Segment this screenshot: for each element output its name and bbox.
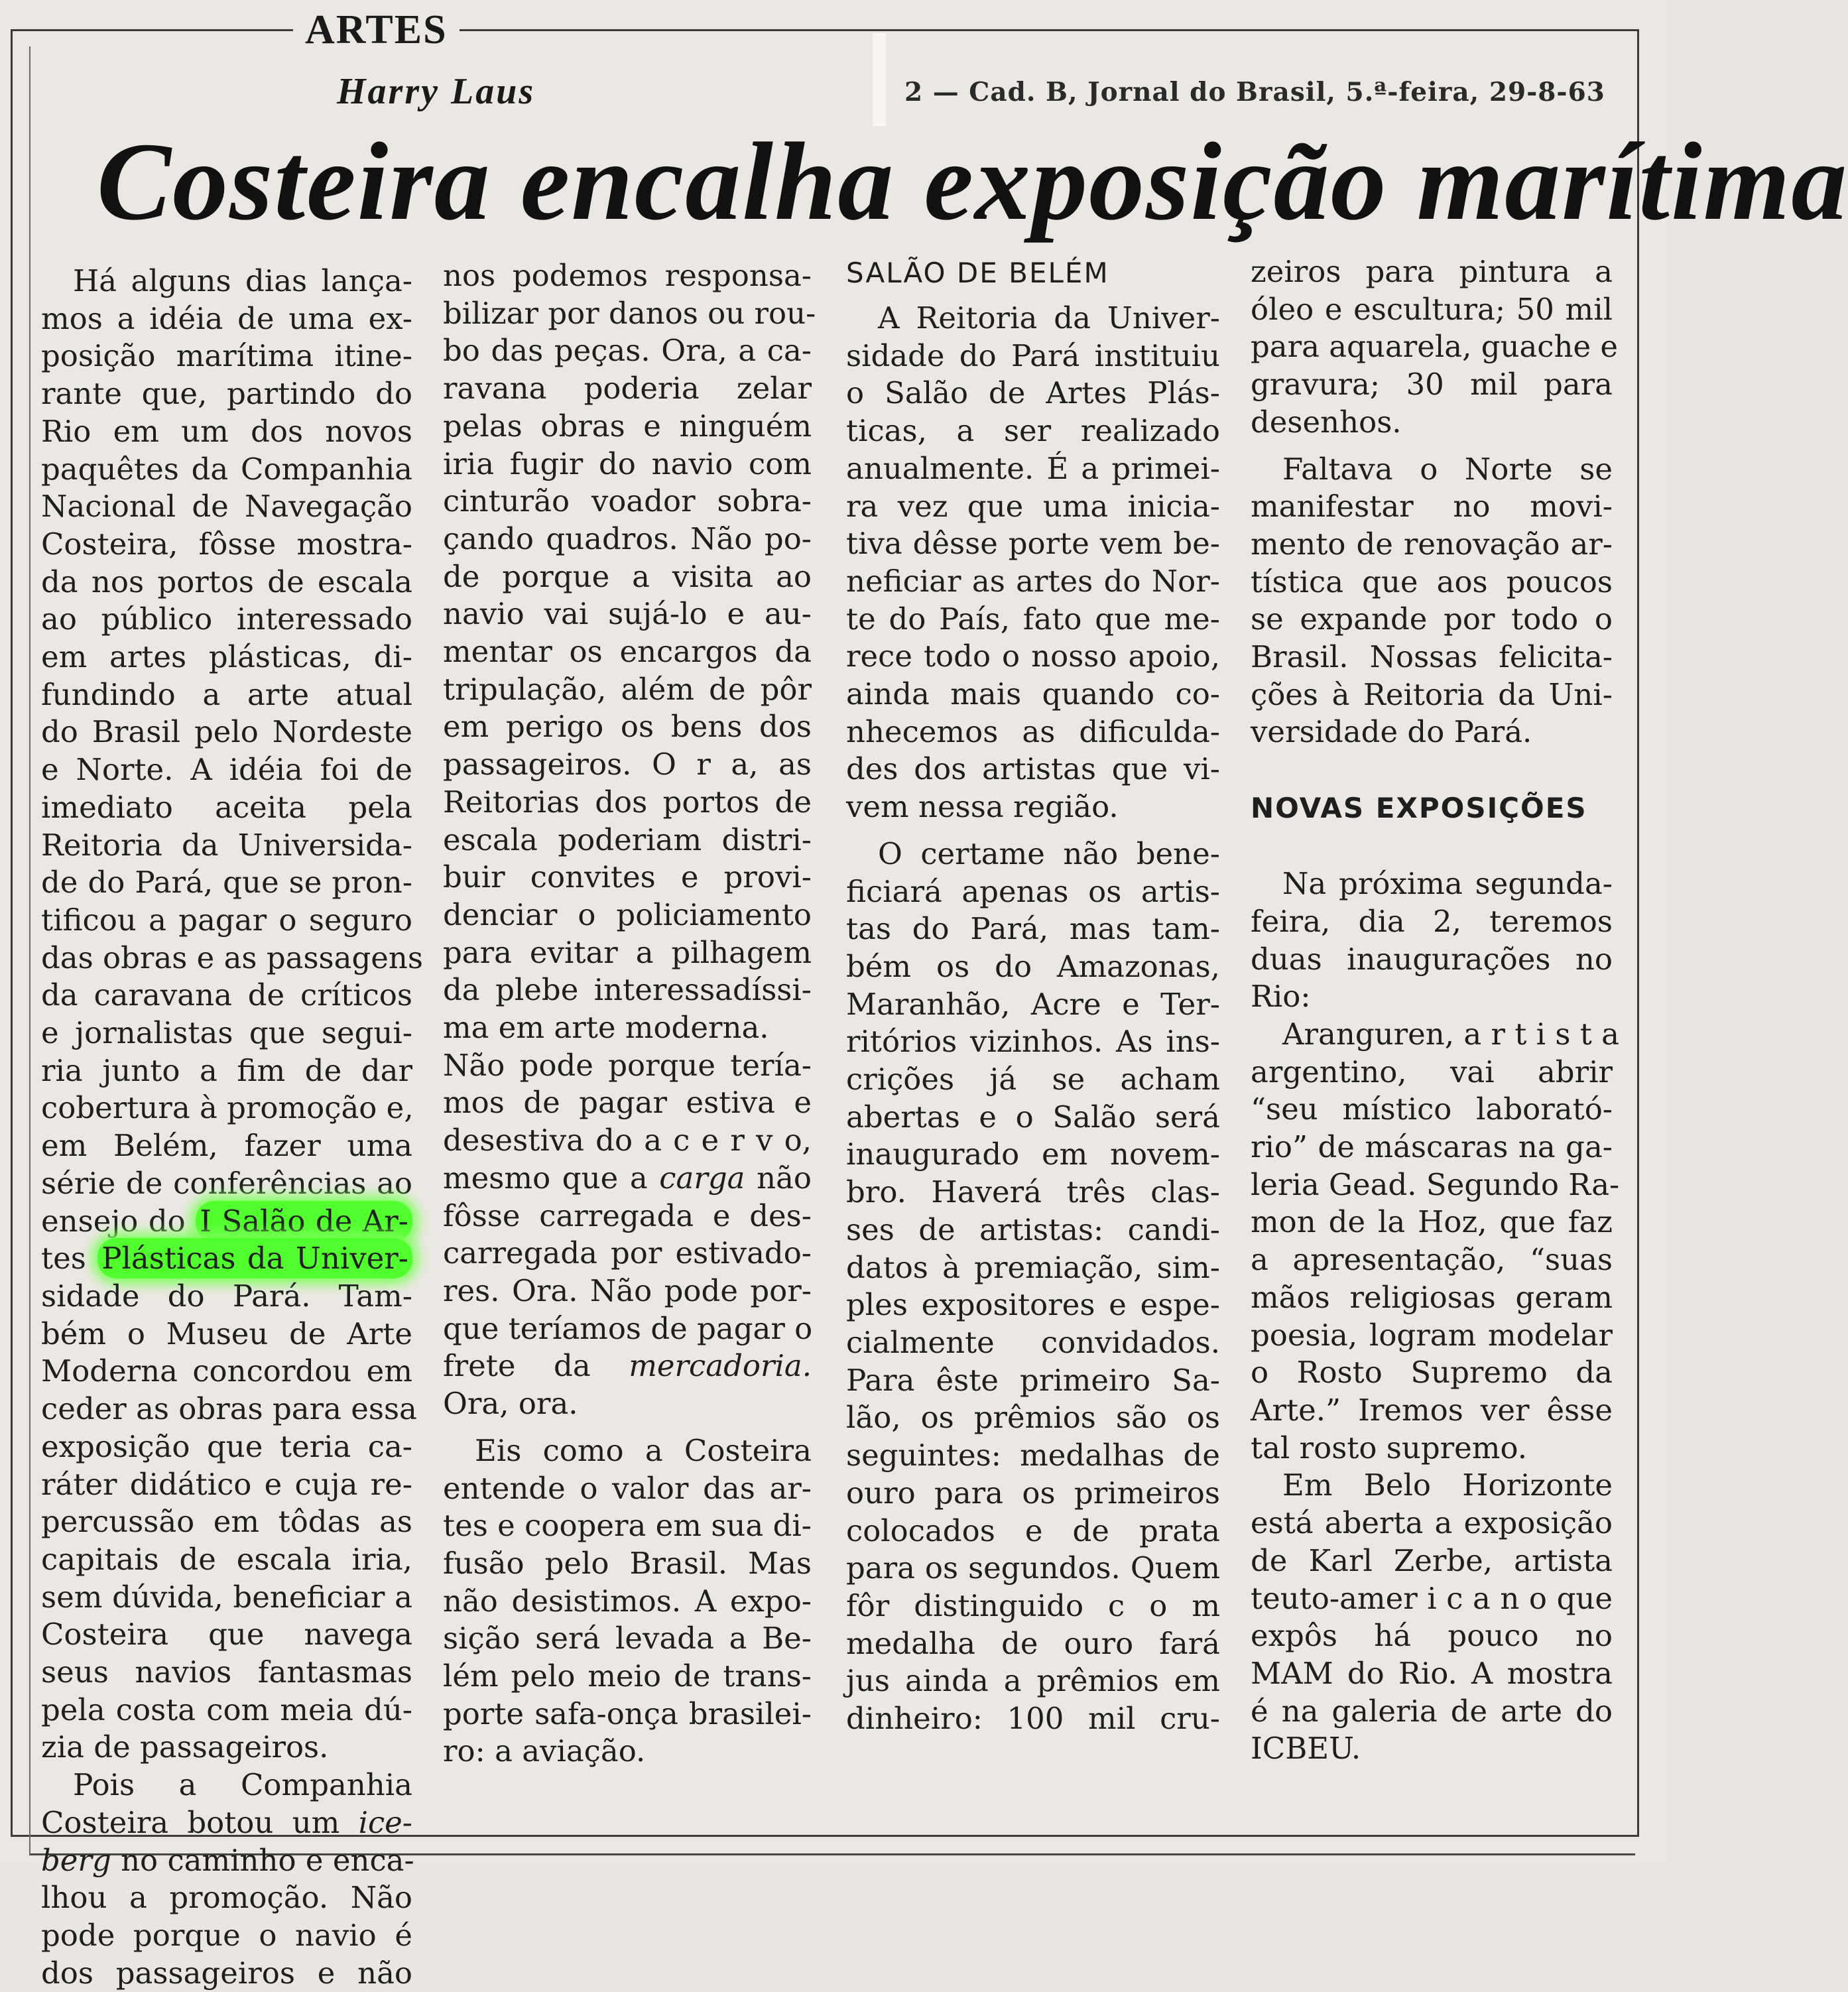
text-line: ainda mais quando co- bbox=[846, 676, 1220, 712]
text-line: dinheiro: 100 mil cru- bbox=[846, 1701, 1220, 1737]
article-column-3 bbox=[846, 253, 1220, 1738]
text-line: tal rosto supremo. bbox=[1251, 1430, 1528, 1465]
text-line: neficiar as artes do Nor- bbox=[846, 563, 1220, 599]
subheading-salao-de-belem: SALÃO DE BELÉM bbox=[846, 257, 1109, 289]
text-run: ensejo do bbox=[41, 1203, 186, 1239]
text-line: mãos religiosas geram bbox=[1251, 1279, 1613, 1315]
text-line: tas do Pará, mas tam- bbox=[846, 911, 1220, 947]
text-line: feira, dia 2, teremos bbox=[1251, 903, 1613, 939]
text-line: ficiará apenas os artis- bbox=[846, 873, 1220, 909]
text-line: ICBEU. bbox=[1251, 1731, 1361, 1767]
text-line: sidade do Pará instituiu bbox=[846, 338, 1220, 373]
text-line: carregada por estivado- bbox=[443, 1235, 812, 1271]
text-line: crições já se acham bbox=[846, 1062, 1220, 1097]
text-line: para evitar a pilhagem bbox=[443, 934, 812, 970]
text-line: Faltava o Norte se bbox=[1282, 451, 1613, 487]
text-line: bro. Haverá três clas- bbox=[846, 1174, 1220, 1210]
text-line: porte safa-onça brasilei- bbox=[443, 1696, 812, 1731]
text-line: lém pelo meio de trans- bbox=[443, 1658, 812, 1694]
text-line: Nacional de Navegação bbox=[41, 489, 412, 525]
text-line: buir convites e provi- bbox=[443, 859, 812, 895]
text-line: Moderna concordou em bbox=[41, 1353, 412, 1389]
text-line: argentino, vai abrir bbox=[1251, 1054, 1613, 1089]
text-line: expôs há pouco no bbox=[1251, 1618, 1613, 1654]
text-line: para aquarela, guache e bbox=[1251, 329, 1619, 365]
article-column-4 bbox=[1251, 253, 1620, 1768]
text-line: cialmente convidados. bbox=[846, 1324, 1220, 1360]
text-line: ria junto a fim de dar bbox=[41, 1052, 412, 1088]
text-line: iria fugir do navio com bbox=[443, 446, 812, 481]
text-line: ro: a aviação. bbox=[443, 1733, 646, 1769]
text-line: duas inaugurações no bbox=[1251, 941, 1613, 977]
text-line: mentar os encargos da bbox=[443, 634, 812, 670]
text-line: Rio: bbox=[1251, 979, 1311, 1015]
text-line: e Norte. A idéia foi de bbox=[41, 752, 412, 788]
text-line: está aberta a exposição bbox=[1251, 1505, 1613, 1541]
text-line bbox=[443, 1160, 812, 1198]
text-line: rece todo o nosso apoio, bbox=[846, 639, 1220, 674]
text-line: cinturão voador sobra- bbox=[443, 483, 812, 519]
text-line: te do País, fato que me- bbox=[846, 601, 1220, 637]
text-line: da caravana de críticos bbox=[41, 977, 412, 1013]
text-run: não bbox=[757, 1160, 812, 1196]
text-line: Rio em um dos novos bbox=[41, 413, 412, 449]
text-line: rante que, partindo do bbox=[41, 376, 412, 412]
text-line: é na galeria de arte do bbox=[1251, 1693, 1613, 1729]
text-line bbox=[41, 1842, 412, 1880]
text-line: ráter didático e cuja re- bbox=[41, 1466, 412, 1502]
italic-text: ice- bbox=[358, 1804, 412, 1840]
text-line: ravana poderia zelar bbox=[443, 371, 812, 406]
text-run: mesmo que a bbox=[443, 1160, 648, 1196]
section-label: ARTES bbox=[293, 7, 460, 54]
text-line: desestiva do a c e r v o, bbox=[443, 1123, 812, 1158]
text-line: abertas e o Salão será bbox=[846, 1099, 1220, 1135]
text-line: jus ainda a prêmios em bbox=[846, 1663, 1220, 1699]
text-line: em Belém, fazer uma bbox=[41, 1128, 412, 1164]
text-line: Em Belo Horizonte bbox=[1282, 1467, 1613, 1503]
text-line: ao público interessado bbox=[41, 601, 412, 637]
text-line: mon de la Hoz, que faz bbox=[1251, 1204, 1613, 1240]
text-line: ma em arte moderna. bbox=[443, 1010, 769, 1046]
text-line: cobertura à promoção e, bbox=[41, 1090, 414, 1126]
text-line: paquêtes da Companhia bbox=[41, 451, 412, 487]
text-line: tificou a pagar o seguro bbox=[41, 902, 412, 938]
text-line: inaugurado em novem- bbox=[846, 1137, 1220, 1172]
text-line: escala poderiam distri- bbox=[443, 822, 812, 857]
text-line: colocados e de prata bbox=[846, 1513, 1220, 1548]
text-line: Brasil. Nossas felicita- bbox=[1251, 639, 1613, 675]
text-line: se expande por todo o bbox=[1251, 601, 1613, 637]
headline: Costeira encalha exposição marítima bbox=[97, 120, 1848, 243]
text-run: no caminho e enca- bbox=[121, 1842, 414, 1878]
text-line: Na próxima segunda- bbox=[1282, 866, 1613, 902]
text-line bbox=[443, 1347, 812, 1385]
text-line: exposição que teria ca- bbox=[41, 1428, 412, 1464]
italic-text: carga bbox=[659, 1160, 745, 1196]
highlighted-text: Plásticas da Univer- bbox=[97, 1238, 412, 1278]
text-line: dos passageiros e não bbox=[41, 1955, 412, 1991]
byline: Harry Laus bbox=[337, 71, 536, 112]
text-line: tes e coopera em sua di- bbox=[443, 1508, 812, 1544]
text-line: sem dúvida, beneficiar a bbox=[41, 1579, 412, 1615]
text-line: Não pode porque tería- bbox=[443, 1047, 812, 1083]
text-line: manifestar no movi- bbox=[1251, 489, 1613, 525]
text-line: bém o Museu de Arte bbox=[41, 1316, 412, 1351]
text-line: Reitorias dos portos de bbox=[443, 784, 812, 820]
text-line: zeiros para pintura a bbox=[1251, 254, 1613, 289]
text-line: do Brasil pelo Nordeste bbox=[41, 714, 412, 750]
text-line: posição marítima itine- bbox=[41, 338, 412, 374]
text-line: Arte.” Iremos ver êsse bbox=[1251, 1392, 1613, 1428]
text-line: lão, os prêmios são os bbox=[846, 1400, 1220, 1436]
text-line: da nos portos de escala bbox=[41, 564, 412, 599]
text-line: o Rosto Supremo da bbox=[1251, 1355, 1613, 1391]
text-line: gravura; 30 mil para bbox=[1251, 367, 1613, 403]
text-line: ceder as obras para essa bbox=[41, 1391, 417, 1427]
text-line: denciar o policiamento bbox=[443, 897, 812, 932]
text-line: mos de pagar estiva e bbox=[443, 1085, 812, 1121]
text-line: nhecemos as dificulda- bbox=[846, 714, 1220, 749]
text-line: Maranhão, Acre e Ter- bbox=[846, 986, 1220, 1022]
text-line: A Reitoria da Univer- bbox=[878, 300, 1220, 336]
text-line: ouro para os primeiros bbox=[846, 1475, 1220, 1511]
text-line: entende o valor das ar- bbox=[443, 1470, 812, 1506]
text-line: Para êste primeiro Sa- bbox=[846, 1362, 1220, 1398]
text-line: óleo e escultura; 50 mil bbox=[1251, 291, 1613, 327]
text-line: pode porque o navio é bbox=[41, 1917, 412, 1953]
text-line: vem nessa região. bbox=[846, 789, 1119, 825]
text-line: Costeira, fôsse mostra- bbox=[41, 526, 412, 562]
text-line: passageiros. O r a, as bbox=[443, 747, 812, 782]
text-run: tes bbox=[41, 1241, 86, 1276]
text-line: Reitoria da Universida- bbox=[41, 827, 412, 863]
text-line: Pois a Companhia bbox=[73, 1767, 412, 1803]
article-column-2 bbox=[443, 257, 816, 1771]
text-line: Há alguns dias lança- bbox=[73, 263, 412, 298]
text-line: bém os do Amazonas, bbox=[846, 948, 1220, 984]
text-line bbox=[41, 1240, 412, 1278]
text-line: ses de artistas: candi- bbox=[846, 1212, 1220, 1247]
text-line: capitais de escala iria, bbox=[41, 1541, 412, 1577]
text-line: fôsse carregada e des- bbox=[443, 1198, 812, 1233]
text-line: medalha de ouro fará bbox=[846, 1625, 1220, 1661]
text-line: versidade do Pará. bbox=[1251, 714, 1532, 750]
text-line: de Karl Zerbe, artista bbox=[1251, 1542, 1613, 1578]
text-line: poesia, logram modelar bbox=[1251, 1317, 1613, 1353]
text-line: o Salão de Artes Plás- bbox=[846, 375, 1220, 411]
text-line: percussão em tôdas as bbox=[41, 1504, 412, 1540]
text-line: sição será levada a Be- bbox=[443, 1621, 812, 1656]
text-line: “seu místico laborató- bbox=[1251, 1091, 1613, 1127]
text-line: em artes plásticas, di- bbox=[41, 639, 412, 675]
text-line: sidade do Pará. Tam- bbox=[41, 1278, 412, 1314]
publication-info: 2 — Cad. B, Jornal do Brasil, 5.ª-feira, 29-8-63 bbox=[904, 77, 1605, 107]
text-line: pelas obras e ninguém bbox=[443, 408, 812, 444]
text-line: fôr distinguido c o m bbox=[846, 1587, 1220, 1623]
text-line: desenhos. bbox=[1251, 404, 1402, 440]
text-line: navio vai sujá-lo e au- bbox=[443, 596, 812, 632]
text-line: para os segundos. Quem bbox=[846, 1550, 1220, 1586]
text-line: não desistimos. A expo- bbox=[443, 1583, 812, 1619]
text-line: de do Pará, que se pron- bbox=[41, 865, 412, 901]
text-line: des dos artistas que vi- bbox=[846, 751, 1220, 787]
text-run: Costeira botou um bbox=[41, 1804, 340, 1840]
text-line: rio” de máscaras na ga- bbox=[1251, 1129, 1613, 1165]
text-line: anualmente. É a primei- bbox=[846, 450, 1220, 486]
paper-tear bbox=[873, 33, 886, 126]
text-line: O certame não bene- bbox=[878, 836, 1220, 871]
text-line: zia de passageiros. bbox=[41, 1729, 329, 1765]
text-line: Eis como a Costeira bbox=[475, 1432, 812, 1468]
text-line: tripulação, além de pôr bbox=[443, 671, 812, 707]
text-line: ritórios vizinhos. As ins- bbox=[846, 1024, 1220, 1060]
article-column-1 bbox=[41, 263, 423, 1992]
text-line: çando quadros. Não po- bbox=[443, 521, 812, 556]
text-line: em perigo os bens dos bbox=[443, 709, 812, 745]
text-line: das obras e as passagens bbox=[41, 940, 423, 975]
text-line: res. Ora. Não pode por- bbox=[443, 1273, 812, 1308]
italic-text: berg bbox=[41, 1842, 111, 1878]
text-line: de porque a visita ao bbox=[443, 558, 812, 594]
text-line: e jornalistas que segui- bbox=[41, 1015, 412, 1051]
text-line: leria Gead. Segundo Ra- bbox=[1251, 1166, 1620, 1202]
text-line: seus navios fantasmas bbox=[41, 1654, 412, 1690]
italic-text: mercadoria. bbox=[629, 1348, 812, 1384]
text-line: seguintes: medalhas de bbox=[846, 1438, 1220, 1473]
text-line: ções à Reitoria da Uni- bbox=[1251, 676, 1613, 712]
text-line: tiva dêsse porte vem be- bbox=[846, 526, 1220, 562]
text-line: série de conferências ao bbox=[41, 1165, 412, 1201]
text-line: tística que aos poucos bbox=[1251, 564, 1613, 599]
text-line: bilizar por danos ou rou- bbox=[443, 295, 816, 331]
text-line: ra vez que uma inicia- bbox=[846, 488, 1220, 524]
subheading-novas-exposicoes: NOVAS EXPOSIÇÕES bbox=[1251, 792, 1587, 825]
text-line: lhou a promoção. Não bbox=[41, 1880, 412, 1916]
text-line: teuto-amer i c a n o que bbox=[1251, 1580, 1613, 1616]
text-line: a apresentação, “suas bbox=[1251, 1242, 1613, 1278]
text-line: nos podemos responsa- bbox=[443, 258, 812, 293]
text-line: bo das peças. Ora, a ca- bbox=[443, 333, 812, 369]
text-line: Aranguren, a r t i s t a bbox=[1282, 1016, 1619, 1052]
text-run: frete da bbox=[443, 1348, 591, 1384]
text-line: que teríamos de pagar o bbox=[443, 1310, 813, 1346]
text-line bbox=[41, 1203, 412, 1241]
text-line: mos a idéia de uma ex- bbox=[41, 300, 412, 336]
text-line: Costeira que navega bbox=[41, 1617, 412, 1652]
text-line: mento de renovação ar- bbox=[1251, 526, 1613, 562]
text-line: datos à premiação, sim- bbox=[846, 1249, 1220, 1285]
text-line: ples expositores e espe- bbox=[846, 1287, 1220, 1323]
text-line: fusão pelo Brasil. Mas bbox=[443, 1545, 812, 1581]
text-line bbox=[41, 1804, 412, 1842]
text-line: fundindo a arte atual bbox=[41, 676, 412, 712]
highlighted-text: I Salão de Ar- bbox=[196, 1201, 412, 1241]
text-line: da plebe interessadíssi- bbox=[443, 972, 812, 1008]
text-line: imediato aceita pela bbox=[41, 789, 412, 825]
text-line: ticas, a ser realizado bbox=[846, 413, 1220, 449]
text-line: Ora, ora. bbox=[443, 1386, 578, 1422]
text-line: pela costa com meia dú- bbox=[41, 1692, 412, 1727]
text-line: MAM do Rio. A mostra bbox=[1251, 1655, 1613, 1691]
